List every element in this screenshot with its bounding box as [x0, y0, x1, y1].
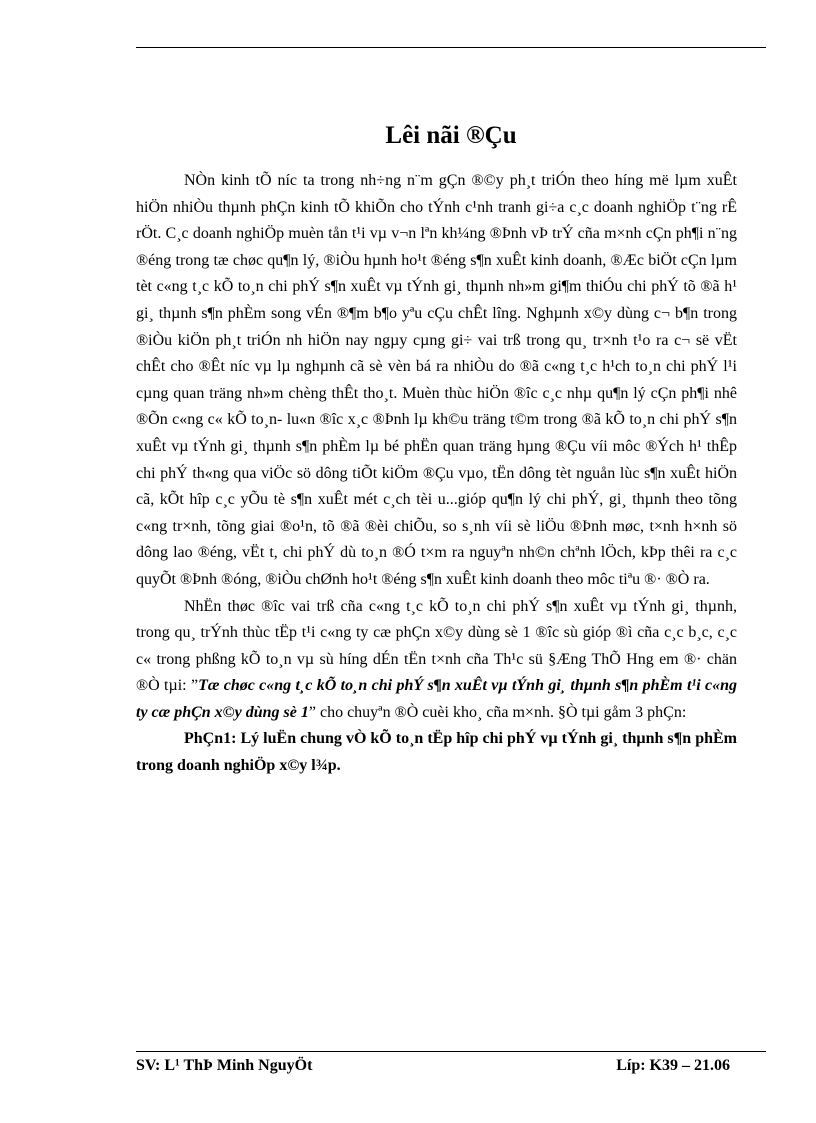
topic-tail-text: ” cho chuyªn ®Ò cuèi kho¸ cña m×nh. §Ò tµi gåm 3 phÇn:	[308, 703, 687, 721]
footer-class: Líp: K39 – 21.06	[616, 1057, 730, 1074]
footer-student-name: SV: L¹ ThÞ Minh NguyÖt	[136, 1057, 313, 1074]
topic-title: Tæ chøc c«ng t¸c kÕ to¸n chi phÝ s¶n xuÊt vµ tÝnh gi¸ thµnh s¶n phÈm t¹i c«ng ty cæ phÇn x©y dùng sè 1	[136, 677, 737, 721]
paragraph-intro: NÒn kinh tÕ níc ta trong nh÷ng n¨m gÇn ®©y ph¸t triÓn theo híng më lµm xuÊt hiÖn nhiÒu thµnh phÇn kinh tÕ khiÕn cho tÝnh c¹nh tranh gi÷a c¸c doanh nghiÖp t¨ng rÊ rÖt. C¸c doanh nghiÖp muèn tån t¹i vµ v¬n lªn kh¼ng ®Þnh vÞ trÝ cña m×nh cÇn ph¶i n¨ng ®éng trong tæ chøc qu¶n lý, ®iÒu hµnh ho¹t ®éng s¶n xuÊt kinh doanh, ®Æc biÖt cÇn lµm tèt c«ng t¸c kÕ to¸n chi phÝ s¶n xuÊt vµ tÝnh gi¸ thµnh nh»m gi¶m thiÓu chi phÝ tõ ®ã h¹ gi¸ thµnh s¶n phÈm song vÉn ®¶m b¶o yªu cÇu chÊt lîng. Nghµnh x©y dùng c¬ b¶n trong ®iÒu kiÖn ph¸t triÓn nh hiÖn nay ngµy cµng gi÷ vai trß trong qu¸ tr×nh t¹o ra c¬ së vËt chÊt cho ®Êt níc vµ lµ nghµnh cã sè vèn bá ra nhiÒu do ®ã c«ng t¸c h¹ch to¸n chi phÝ l¹i cµng quan träng nh»m chèng thÊt tho¸t. Muèn thùc hiÖn ®îc c¸c nhµ qu¶n lý cÇn ph¶i nhê ®Õn c«ng c« kÕ to¸n- lu«n ®îc x¸c ®Þnh lµ kh©u träng t©m trong ®ã kÕ to¸n chi phÝ s¶n xuÊt vµ tÝnh gi¸ thµnh s¶n phÈm lµ bé phËn quan träng hµng ®Çu víi môc ®Ých h¹ thÊp chi phÝ th«ng qua viÖc sö dông tiÕt kiÖm ®Çu vµo, tËn dông tèt nguån lùc s¶n xuÊt hiÖn cã, kÕt hîp c¸c yÕu tè s¶n xuÊt mét c¸ch tèi u...gióp qu¶n lý chi phÝ, gi¸ thµnh theo tõng c«ng tr×nh, tõng giai ®o¹n, tõ ®ã ®èi chiÕu, so s¸nh víi sè liÖu ®Þnh møc, t×nh h×nh sö dông lao ®éng, vËt t, chi phÝ dù to¸n ®Ó t×m ra nguyªn nh©n chªnh lÖch, kÞp thêi ra c¸c quyÕt ®Þnh ®óng, ®iÒu chØnh ho¹t ®éng s¶n xuÊt kinh doanh theo môc tiªu ®· ®Ò ra.	[136, 172, 737, 588]
page-title: Lêi nãi ®Çu	[385, 122, 517, 149]
paragraph-topic	[136, 594, 737, 727]
paragraph-part1: PhÇn1: Lý luËn chung vÒ kÕ to¸n tËp hîp chi phÝ vµ tÝnh gi¸ thµnh s¶n phÈm trong doanh nghiÖp x©y l¾p.	[136, 730, 737, 775]
document-body	[136, 168, 737, 780]
header-rule	[136, 47, 766, 48]
footer-rule	[136, 1051, 766, 1052]
topic-lead-text: NhËn thøc ®îc vai trß cña c«ng t¸c kÕ to¸n chi phÝ s¶n xuÊt vµ tÝnh gi¸ thµnh, trong qu¸ trÝnh thùc tËp t¹i c«ng ty cæ phÇn x©y dùng sè 1 ®îc sù gióp ®ì cña c¸c b¸c, c¸c c« trong phßng kÕ to¸n vµ sù híng dÉn tËn t×nh cña Th¹c sü §Æng ThÕ Hng em ®· chän ®Ò tµi: ”	[136, 597, 737, 695]
page-footer	[136, 1054, 730, 1078]
